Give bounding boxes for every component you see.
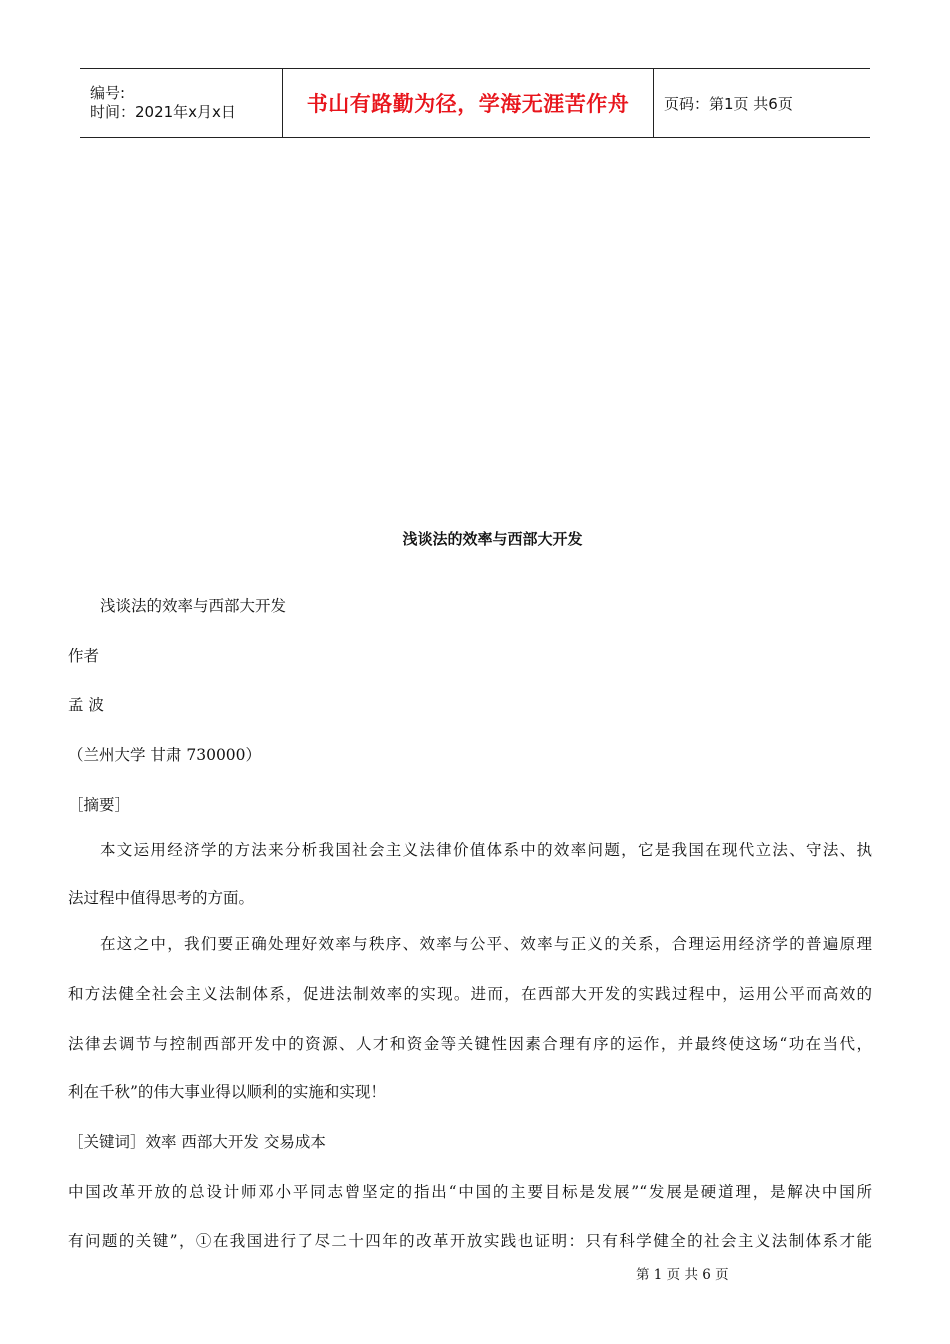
abstract-line: 在这之中，我们要正确处理好效率与秩序、效率与公平、效率与正义的关系，合理运用经济学的普遍原理	[100, 935, 872, 953]
document-title: 浅谈法的效率与西部大开发	[402, 530, 583, 548]
header-motto-cell	[282, 69, 654, 137]
abstract-line: 法律去调节与控制西部开发中的资源、人才和资金等关键性因素合理有序的运作，并最终使这场“功在当代，	[68, 1035, 872, 1053]
header-right-cell	[654, 69, 870, 137]
abstract-line: 利在千秋”的伟大事业得以顺利的实施和实现！	[68, 1083, 386, 1101]
page-footer: 第 1 页 共 6 页	[636, 1267, 729, 1283]
subtitle-line: 浅谈法的效率与西部大开发	[100, 597, 287, 615]
document-date-label: 时间：2021年x月x日	[90, 103, 236, 121]
author-label: 作者	[68, 647, 100, 665]
author-affiliation: （兰州大学 甘肃 730000）	[68, 746, 262, 764]
body-line: 中国改革开放的总设计师邓小平同志曾坚定的指出“中国的主要目标是发展”“发展是硬道理，是解决中国所	[68, 1183, 872, 1201]
abstract-line: 和方法健全社会主义法制体系，促进法制效率的实现。进而，在西部大开发的实践过程中，运用公平而高效的	[68, 985, 872, 1003]
header-motto: 书山有路勤为径，学海无涯苦作舟	[306, 92, 630, 116]
abstract-line: 本文运用经济学的方法来分析我国社会主义法律价值体系中的效率问题，它是我国在现代立法、守法、执	[100, 841, 872, 859]
abstract-heading: ［摘要］	[68, 796, 131, 814]
keywords-line: ［关键词］效率 西部大开发 交易成本	[68, 1133, 326, 1151]
document-number-label: 编号:	[90, 84, 126, 102]
header-left-cell	[80, 69, 282, 137]
header-page-info: 页码：第1页 共6页	[664, 94, 793, 113]
header-table	[80, 68, 870, 138]
author-name: 孟 波	[68, 696, 104, 714]
abstract-line: 法过程中值得思考的方面。	[68, 889, 255, 907]
body-line: 有问题的关键”，①在我国进行了尽二十四年的改革开放实践也证明：只有科学健全的社会主义法制体系才能	[68, 1232, 872, 1250]
